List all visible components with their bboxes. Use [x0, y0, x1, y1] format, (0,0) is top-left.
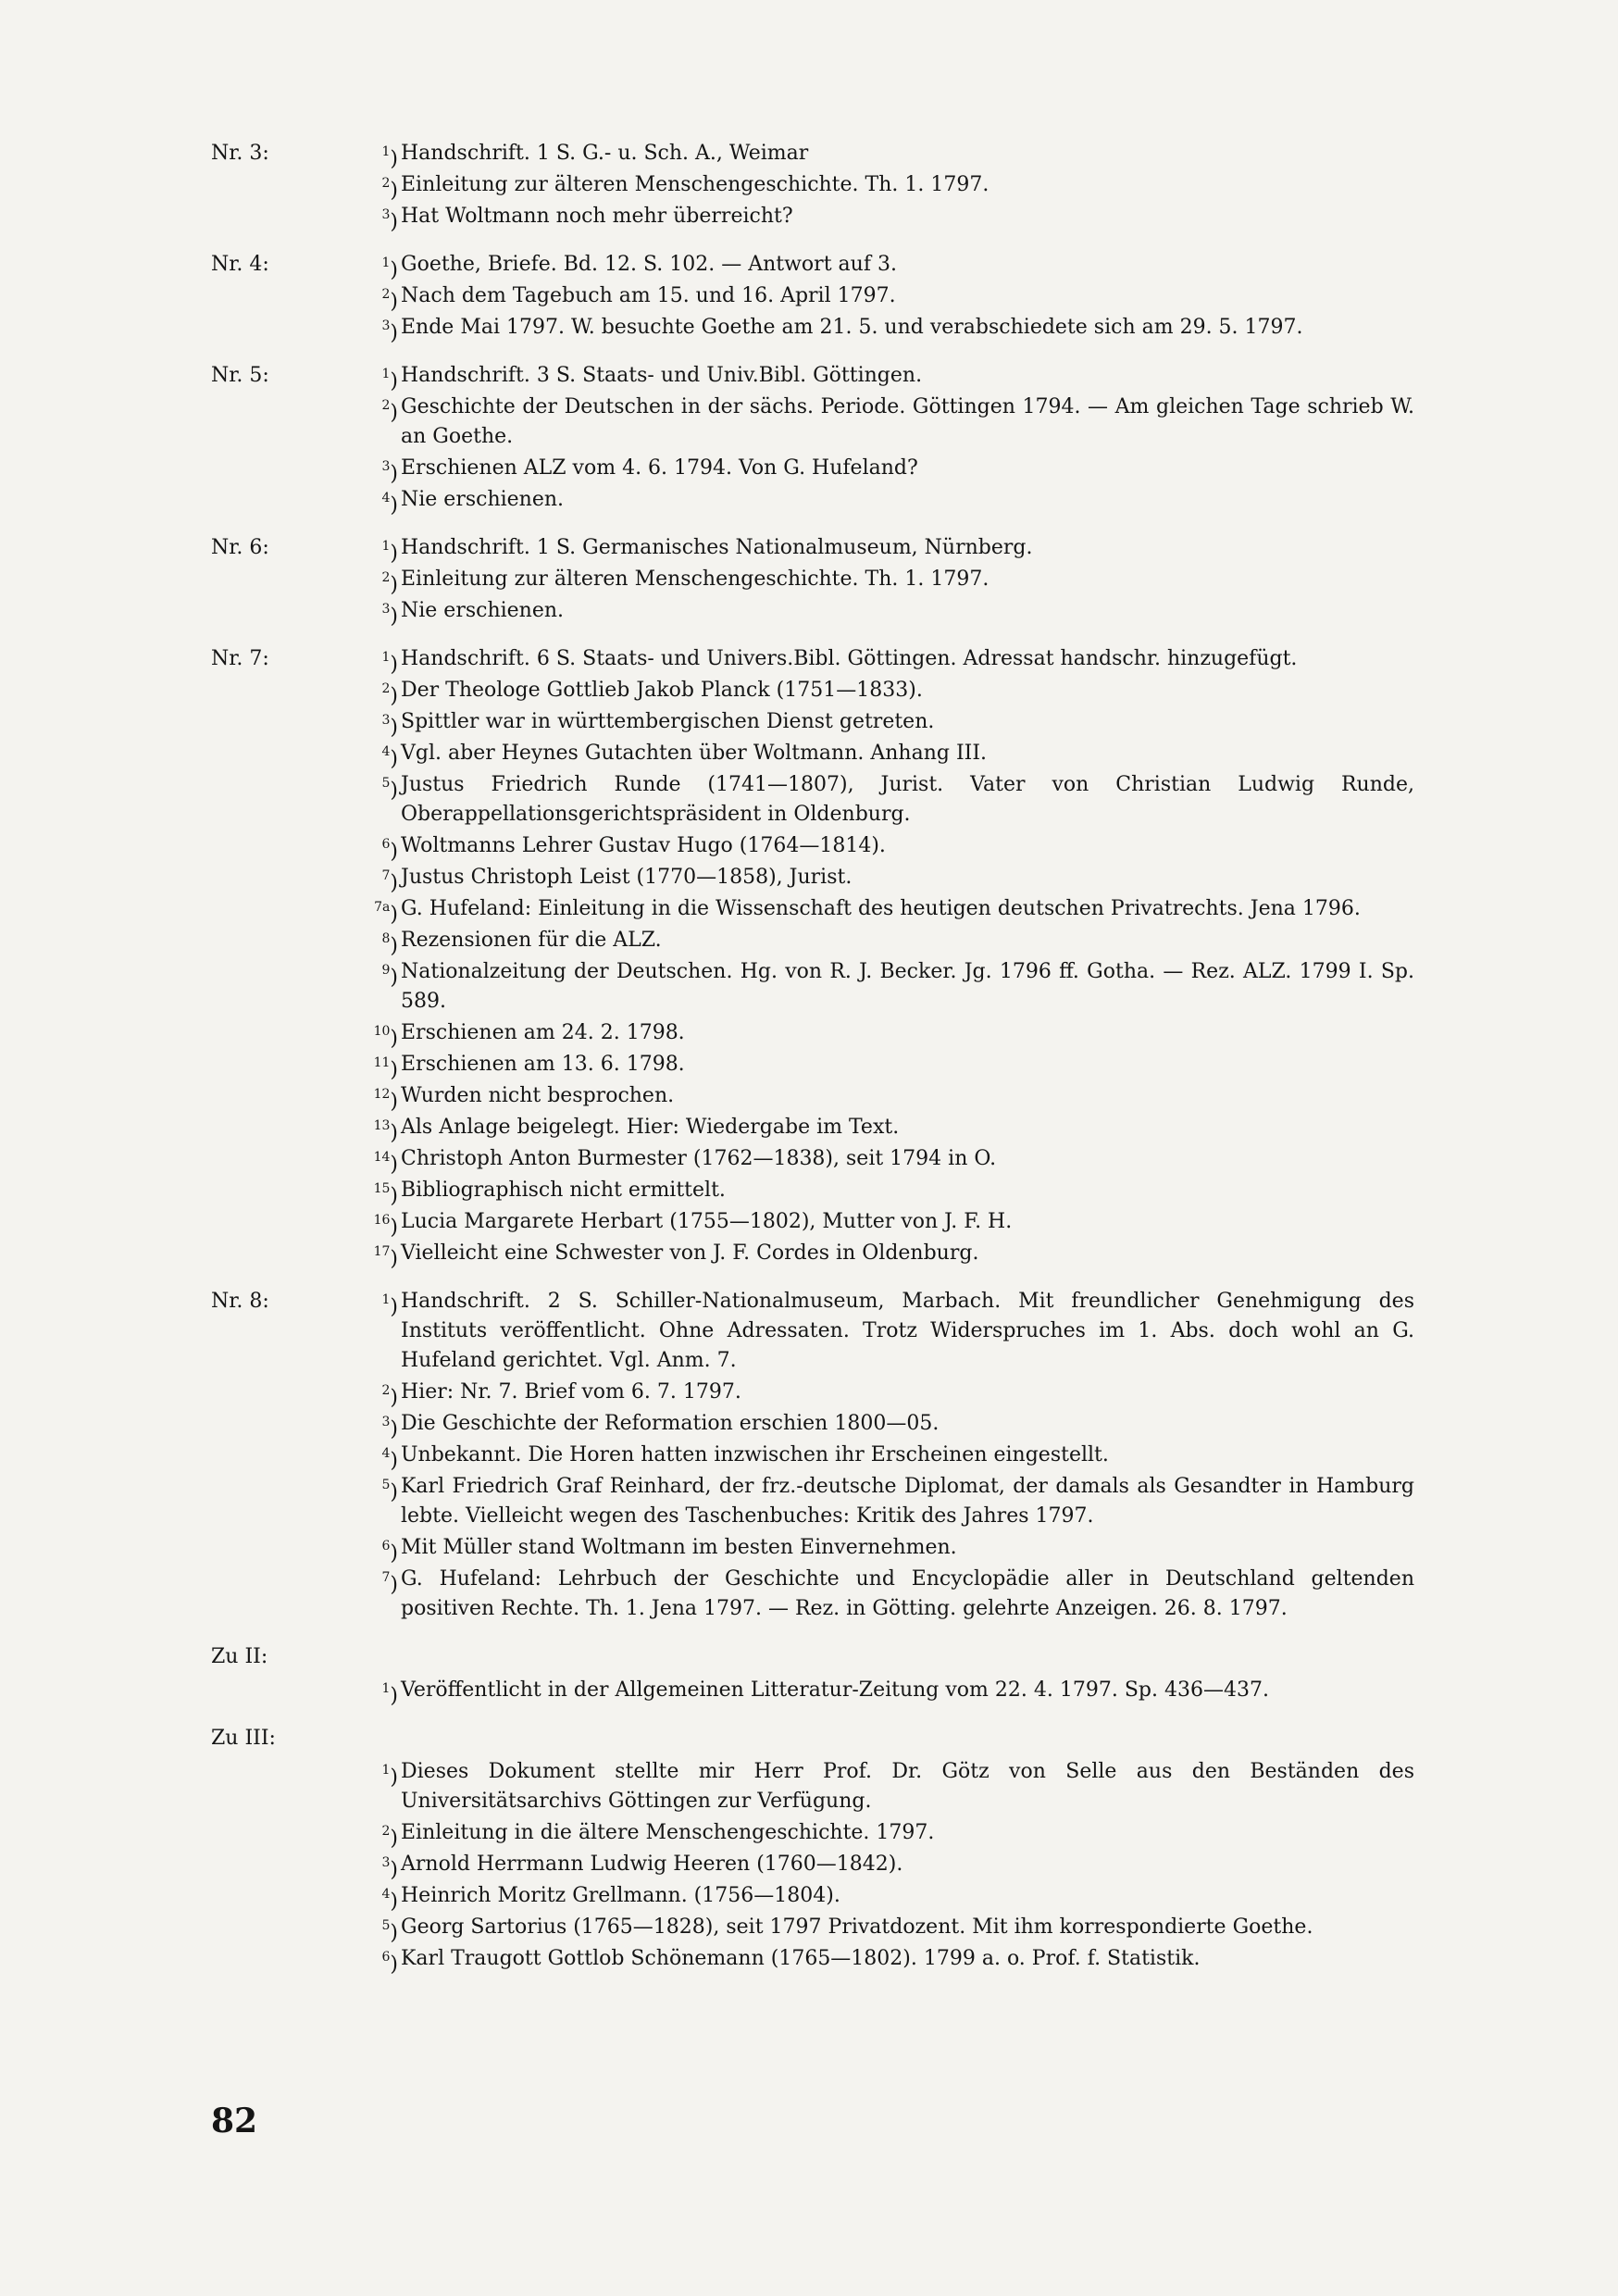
footnote: [350, 533, 1414, 566]
footnote-marker: $^6$): [381, 837, 398, 864]
footnote: [350, 202, 1414, 234]
endnotes-list: [211, 139, 1414, 1976]
footnote: [350, 644, 1414, 677]
footnote-text: Justus Friedrich Runde (1741—1807), Jurist. Vater von Christian Ludwig Runde, Oberappellationsgerichtspräsident in Oldenburg.: [401, 773, 1414, 826]
footnote: [350, 1018, 1414, 1051]
footnote-text: Rezensionen für die ALZ.: [401, 929, 662, 952]
note-section: [211, 139, 1414, 234]
footnote-marker: $^1$): [381, 1681, 398, 1708]
footnote-marker: $^{15}$): [373, 1181, 398, 1208]
footnote-text: Wurden nicht besprochen.: [401, 1084, 675, 1107]
footnote-text: G. Hufeland: Einleitung in die Wissenschaft des heutigen deutschen Privatrechts. Jena 1796.: [401, 897, 1361, 920]
footnote-text: Woltmanns Lehrer Gustav Hugo (1764—1814).: [401, 834, 886, 857]
footnote-text: Hier: Nr. 7. Brief vom 6. 7. 1797.: [401, 1380, 741, 1404]
footnote: [350, 1081, 1414, 1114]
footnote-marker: $^2$): [381, 681, 398, 708]
section-label: Nr. 5:: [211, 364, 269, 387]
footnote-text: Arnold Herrmann Ludwig Heeren (1760—1842).: [401, 1853, 903, 1876]
footnote-text: Handschrift. 3 S. Staats- und Univ.Bibl. Göttingen.: [401, 364, 923, 387]
footnote-text: Geschichte der Deutschen in der sächs. Periode. Göttingen 1794. — Am gleichen Tage schrieb W. an Goethe.: [401, 395, 1414, 448]
footnote-marker: $^5$): [381, 776, 398, 803]
footnote-marker: $^3$): [381, 713, 398, 740]
footnote: [350, 361, 1414, 391]
footnote-text: Ende Mai 1797. W. besuchte Goethe am 21. 5. und verabschiedete sich am 29. 5. 1797.: [401, 316, 1303, 339]
footnote: [350, 863, 1414, 895]
footnote-text: Nie erschienen.: [401, 488, 565, 511]
section-label: Nr. 8:: [211, 1290, 269, 1313]
note-section: [211, 1724, 1414, 1977]
footnote-marker: $^5$): [381, 1918, 398, 1945]
footnote-marker: $^1$): [381, 144, 398, 171]
footnote-text: Georg Sartorius (1765—1828), seit 1797 Privatdozent. Mit ihm korrespondierte Goethe.: [401, 1915, 1313, 1939]
footnote: [350, 1207, 1414, 1240]
footnote: [350, 565, 1414, 597]
footnote-text: Erschienen am 24. 2. 1798.: [401, 1021, 685, 1044]
footnote: [350, 1472, 1414, 1531]
footnote-marker: $^3$): [381, 207, 398, 234]
footnote: [350, 1818, 1414, 1851]
footnote: [350, 770, 1414, 830]
footnote-text: Karl Traugott Gottlob Schönemann (1765—1802). 1799 a. o. Prof. f. Statistik.: [401, 1947, 1201, 1970]
footnote: [350, 1441, 1414, 1473]
footnote-text: Handschrift. 2 S. Schiller-Nationalmuseum, Marbach. Mit freundlicher Genehmigung des Instituts veröffentlicht. Ohne Adressaten. Trotz Widerspruches im 1. Abs. doch wohl an G. Hufeland gerichtet. Vgl. Anm. 7.: [401, 1290, 1414, 1372]
footnote-text: Als Anlage beigelegt. Hier: Wiedergabe im Text.: [401, 1116, 900, 1139]
footnote-text: Unbekannt. Die Horen hatten inzwischen ihr Erscheinen eingestellt.: [401, 1443, 1109, 1466]
footnote-text: Christoph Anton Burmester (1762—1838), seit 1794 in O.: [401, 1147, 997, 1170]
footnote-text: Heinrich Moritz Grellmann. (1756—1804).: [401, 1884, 840, 1907]
footnote-text: Vgl. aber Heynes Gutachten über Woltmann. Anhang III.: [401, 742, 988, 765]
footnote: [350, 485, 1414, 518]
footnote: [350, 393, 1414, 452]
footnote-text: Einleitung zur älteren Menschengeschichte. Th. 1. 1797.: [401, 568, 989, 591]
footnote: [350, 1113, 1414, 1145]
footnote-text: Handschrift. 1 S. G.- u. Sch. A., Weimar: [401, 142, 809, 165]
note-section: [211, 1642, 1414, 1708]
footnote-marker: $^5$): [381, 1478, 398, 1504]
footnote-marker: $^3$): [381, 318, 398, 345]
footnote-text: Einleitung in die ältere Menschengeschichte. 1797.: [401, 1821, 935, 1844]
footnote-marker: $^6$): [381, 1539, 398, 1566]
footnote-text: Erschienen am 13. 6. 1798.: [401, 1053, 685, 1076]
footnote: [350, 1409, 1414, 1439]
footnote-marker: $^3$): [381, 459, 398, 486]
footnote-marker: $^{13}$): [373, 1118, 398, 1145]
footnote-text: Karl Friedrich Graf Reinhard, der frz.-deutsche Diplomat, der damals als Gesandter in Hamburg lebte. Vielleicht wegen des Taschenbuches: Kritik des Jahres 1797.: [401, 1475, 1414, 1528]
footnote: [350, 926, 1414, 958]
footnote-marker: $^3$): [381, 1415, 398, 1441]
footnote-marker: $^2$): [381, 1383, 398, 1410]
footnote-marker: $^8$): [381, 931, 398, 958]
footnote-marker: $^2$): [381, 570, 398, 597]
footnote-marker: $^2$): [381, 287, 398, 314]
footnote-marker: $^{7a}$): [374, 900, 398, 927]
footnote-text: Mit Müller stand Woltmann im besten Einvernehmen.: [401, 1536, 957, 1559]
footnote-marker: $^{14}$): [373, 1150, 398, 1177]
footnote-marker: $^1$): [381, 539, 398, 566]
footnote: [350, 1881, 1414, 1914]
footnote: [350, 1565, 1414, 1624]
footnote-marker: $^1$): [381, 1292, 398, 1319]
footnote: [350, 739, 1414, 771]
footnote-text: Handschrift. 1 S. Germanisches Nationalmuseum, Nürnberg.: [401, 536, 1033, 559]
footnote-text: Justus Christoph Leist (1770—1858), Jurist.: [401, 866, 853, 889]
footnote-text: Der Theologe Gottlieb Jakob Planck (1751—1833).: [401, 679, 923, 702]
footnote-marker: $^7$): [381, 1570, 398, 1597]
footnote-text: Goethe, Briefe. Bd. 12. S. 102. — Antwort auf 3.: [401, 253, 897, 276]
footnote: [350, 894, 1414, 927]
footnote-marker: $^1$): [381, 1763, 398, 1790]
footnote-marker: $^9$): [381, 963, 398, 990]
footnote-text: Lucia Margarete Herbart (1755—1802), Mutter von J. F. H.: [401, 1210, 1013, 1233]
section-label: Nr. 6:: [211, 536, 269, 559]
note-section: [211, 1287, 1414, 1624]
note-section: [211, 533, 1414, 629]
page-number: 82: [211, 2102, 258, 2140]
footnote: [350, 957, 1414, 1017]
footnote-marker: $^4$): [381, 1887, 398, 1914]
section-label: Nr. 4:: [211, 253, 269, 276]
footnote: [350, 1850, 1414, 1882]
note-section: [211, 644, 1414, 1271]
footnote: [350, 676, 1414, 708]
section-label: Nr. 3:: [211, 142, 269, 165]
footnote: [350, 1176, 1414, 1208]
section-label: Zu III:: [211, 1727, 276, 1750]
note-section: [211, 361, 1414, 518]
footnote: [350, 1050, 1414, 1082]
footnote-marker: $^6$): [381, 1950, 398, 1977]
footnote-marker: $^{12}$): [373, 1087, 398, 1114]
footnote: [350, 250, 1414, 280]
footnote-text: Nationalzeitung der Deutschen. Hg. von R. J. Becker. Jg. 1796 ff. Gotha. — Rez. ALZ. 1799 I. Sp. 589.: [401, 960, 1414, 1013]
footnote-text: Vielleicht eine Schwester von J. F. Cordes in Oldenburg.: [401, 1242, 979, 1265]
footnote: [350, 313, 1414, 343]
footnote: [350, 596, 1414, 629]
footnote: [350, 1676, 1414, 1708]
footnote-marker: $^{16}$): [373, 1213, 398, 1240]
footnote: [350, 170, 1414, 203]
footnote-text: Veröffentlicht in der Allgemeinen Litteratur-Zeitung vom 22. 4. 1797. Sp. 436—437.: [401, 1678, 1269, 1702]
footnote-marker: $^1$): [381, 367, 398, 393]
footnote-marker: $^{10}$): [373, 1024, 398, 1051]
footnote-marker: $^2$): [381, 176, 398, 203]
section-label: Nr. 7:: [211, 647, 269, 670]
footnote-marker: $^2$): [381, 1824, 398, 1851]
footnote: [350, 707, 1414, 740]
footnote-text: Dieses Dokument stellte mir Herr Prof. Dr. Götz von Selle aus den Beständen des Universitätsarchivs Göttingen zur Verfügung.: [401, 1760, 1414, 1813]
footnote: [350, 1944, 1414, 1977]
footnote-marker: $^1$): [381, 256, 398, 282]
footnote: [350, 831, 1414, 864]
footnote-marker: $^3$): [381, 1855, 398, 1882]
footnote-marker: $^7$): [381, 868, 398, 895]
footnote-text: Die Geschichte der Reformation erschien 1800—05.: [401, 1412, 940, 1435]
footnote-marker: $^4$): [381, 491, 398, 518]
footnote: [350, 1144, 1414, 1177]
footnote-text: Handschrift. 6 S. Staats- und Univers.Bibl. Göttingen. Adressat handschr. hinzugefügt.: [401, 647, 1298, 670]
footnote-text: Spittler war in württembergischen Dienst getreten.: [401, 710, 935, 733]
footnote: [350, 281, 1414, 314]
footnote-text: Nach dem Tagebuch am 15. und 16. April 1797.: [401, 284, 896, 307]
footnote: [350, 1757, 1414, 1816]
footnote-text: Hat Woltmann noch mehr überreicht?: [401, 205, 793, 228]
note-section: [211, 250, 1414, 343]
footnote-text: Bibliographisch nicht ermittelt.: [401, 1179, 726, 1202]
footnote: [350, 1378, 1414, 1410]
footnote: [350, 1239, 1414, 1271]
section-label: Zu II:: [211, 1645, 268, 1668]
footnote-marker: $^3$): [381, 602, 398, 629]
footnote: [350, 1287, 1414, 1376]
footnote-marker: $^{11}$): [373, 1055, 398, 1082]
footnote: [350, 1913, 1414, 1945]
footnote-marker: $^{17}$): [373, 1244, 398, 1271]
footnote: [350, 139, 1414, 171]
footnote-marker: $^2$): [381, 398, 398, 425]
footnote-marker: $^1$): [381, 650, 398, 677]
footnote-text: Einleitung zur älteren Menschengeschichte. Th. 1. 1797.: [401, 173, 989, 196]
footnote-marker: $^4$): [381, 744, 398, 771]
footnote-text: Erschienen ALZ vom 4. 6. 1794. Von G. Hufeland?: [401, 456, 918, 480]
footnote-text: G. Hufeland: Lehrbuch der Geschichte und Encyclopädie aller in Deutschland geltenden positiven Rechte. Th. 1. Jena 1797. — Rez. in Götting. gelehrte Anzeigen. 26. 8. 1797.: [401, 1567, 1414, 1620]
footnote-marker: $^4$): [381, 1446, 398, 1473]
footnote-text: Nie erschienen.: [401, 599, 565, 622]
footnote: [350, 1533, 1414, 1566]
footnote: [350, 454, 1414, 486]
